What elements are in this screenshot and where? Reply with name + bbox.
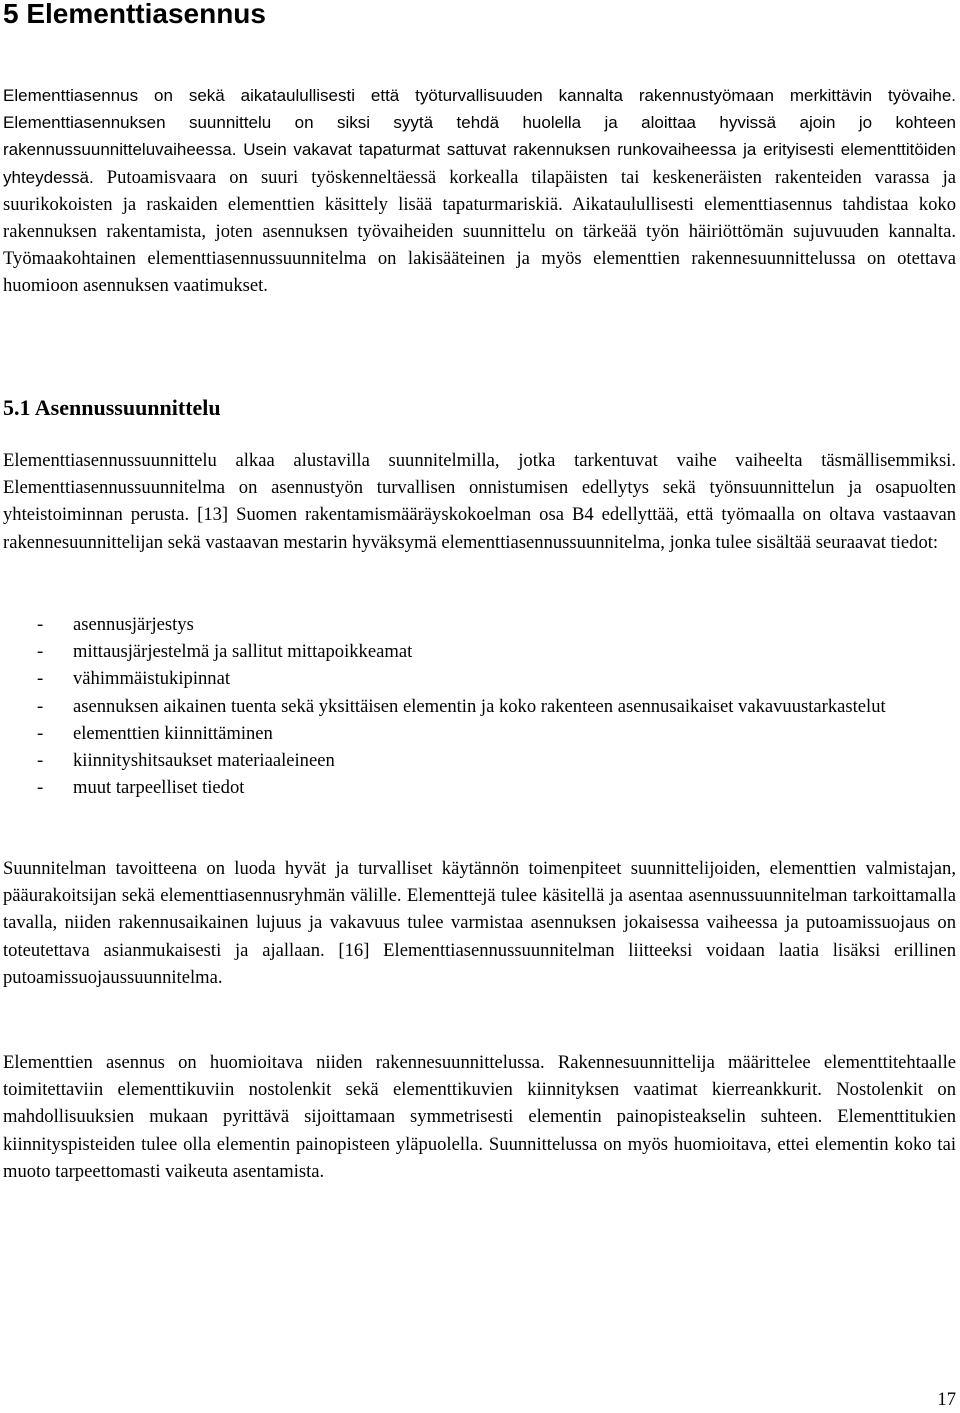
section-heading: 5 Elementtiasennus (3, 0, 266, 29)
list-item (3, 611, 956, 638)
list-item-text: asennuksen aikainen tuenta sekä yksittäisen elementin ja koko rakenteen asennusaikaiset vakavuustarkastelut (73, 695, 886, 717)
goals-paragraph: Suunnitelman tavoitteena on luoda hyvät ja turvalliset käytännön toimenpiteet suunnittelijoiden, elementtien valmistajan, pääurakoitsijan sekä elementtiasennusryhmän välille. Elementtejä tulee käsitellä ja asentaa asennussuunnitelman tarkoittamalla tavalla, niiden rakennusaikainen lujuus ja vakavuus tulee varmistaa asennuksen jokaisessa vaiheessa ja putoamissuojaus on toteutettava asianmukaisesti ja ajallaan. [16] Elementtiasennussuunnitelman liitteeksi voidaan laatia lisäksi erillinen putoamissuojaussuunnitelma. (3, 858, 956, 988)
list-item-text: vähimmäistukipinnat (73, 668, 230, 690)
list-item-text: kiinnityshitsaukset materiaaleineen (73, 750, 335, 772)
list-item (3, 665, 956, 692)
intro-paragraph-sans-part: Elementtiasennus on sekä aikataulullisesti että työturvallisuuden kannalta rakennustyömaan merkittävin työvaihe. Elementtiasennuksen suunnittelu on siksi syytä tehdä huolella ja aloittaa hyvissä ajoin jo kohteen rakennussuunnitteluvaiheessa. Usein vakavat tapaturmat sattuvat rakennuksen runkovaiheessa ja erityisesti elementtitöiden yhteydessä. (3, 86, 956, 187)
planning-paragraph: Elementtiasennussuunnittelu alkaa alustavilla suunnitelmilla, jotka tarkentuvat vaihe vaiheelta täsmällisemmiksi. Elementtiasennussuunnitelma on asennustyön turvallisen onnistumisen edellytys sekä työnsuunnittelun ja osapuolten yhteistoiminnan perusta. [13] Suomen rakentamismääräyskokoelman osa B4 edellyttää, että työmaalla on oltava vastaavan rakennesuunnittelijan sekä vastaavan mestarin hyväksymä elementtiasennussuunnitelma, jonka tulee sisältää seuraavat tiedot: (3, 450, 956, 553)
list-item-text: asennusjärjestys (73, 614, 194, 635)
list-dash: - (37, 668, 44, 690)
list-dash: - (37, 641, 44, 663)
list-dash: - (37, 750, 44, 772)
list-item-text: muut tarpeelliset tiedot (73, 777, 245, 799)
list-dash: - (37, 722, 44, 744)
list-dash: - (37, 695, 44, 717)
list-item (3, 747, 956, 774)
structural-design-paragraph: Elementtien asennus on huomioitava niiden rakennesuunnittelussa. Rakennesuunnittelija määrittelee elementtitehtaalle toimitettaviin elementtikuviin nostolenkit sekä elementtikuvien kiinnityksen vaatimat kierreankkurit. Nostolenkit on mahdollisuuksien mukaan pyrittävä sijoittamaan symmetrisesti elementin painopisteakselin suhteen. Elementtitukien kiinnityspisteiden tulee olla elementin painopisteen yläpuolella. Suunnittelussa on myös huomioitava, ettei elementin koko tai muoto tarpeettomasti vaikeuta asentamista. (3, 1052, 956, 1182)
list-item-text: mittausjärjestelmä ja sallitut mittapoikkeamat (73, 641, 413, 663)
page-number: 17 (937, 1389, 956, 1410)
list-item (3, 720, 956, 747)
requirements-list (3, 611, 956, 801)
intro-paragraph-serif-part: Putoamisvaara on suuri työskenneltäessä korkealla tilapäisten tai keskeneräisten rakenteiden varassa ja suurikokoisten ja raskaiden elementtien käsittely lisää tapaturmariskiä. Aikataulullisesti elementtiasennus tahdistaa koko rakennuksen rakentamista, joten asennuksen työvaiheiden suunnittelu on tärkeää työn häiriöttömän sujuvuuden kannalta. Työmaakohtainen elementtiasennussuunnitelma on lakisääteinen ja myös elementtien rakennesuunnittelussa on otettava huomioon asennuksen vaatimukset. (3, 166, 956, 297)
list-item (3, 774, 956, 801)
list-dash: - (37, 777, 44, 799)
subsection-heading: 5.1 Asennussuunnittelu (3, 395, 221, 420)
list-item (3, 693, 956, 720)
list-item-text: elementtien kiinnittäminen (73, 722, 273, 744)
list-item (3, 638, 956, 665)
list-dash: - (37, 614, 44, 635)
intro-paragraph (3, 82, 956, 300)
